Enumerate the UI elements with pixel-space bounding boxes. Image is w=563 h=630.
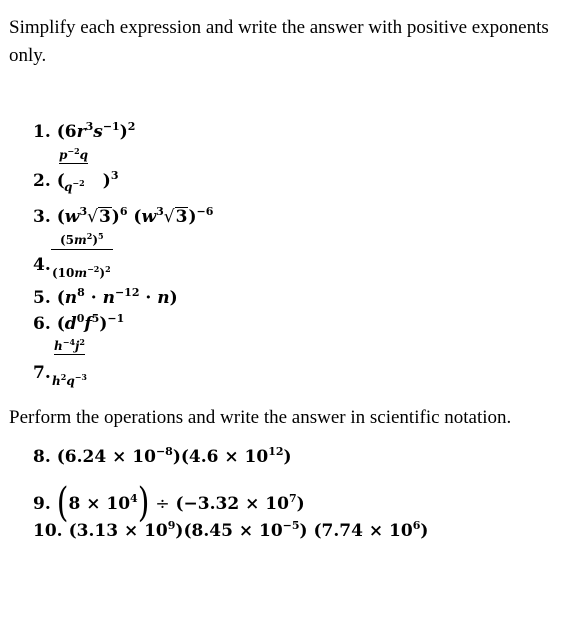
problem-10 (33, 520, 428, 542)
problem-number: 4. (33, 255, 51, 275)
problem-expression: $(w^3√3)^6$ $(w^3√3)^{-6}$ (56, 205, 214, 227)
problem-6 (33, 313, 124, 335)
problem-3 (33, 206, 213, 228)
problem-expression: $(3.13 \times 10^9)(8.45 \times 10^{-5})$ $(7.74 \times 10^6)$ (68, 519, 429, 541)
problem-expression: $(6r^3s^{-1})^2$ (56, 120, 136, 142)
problem-number: 3. (33, 207, 51, 227)
problem-number: 8. (33, 447, 51, 467)
exponents-instructions: Simplify each expression and write the answer with positive exponents only. (9, 17, 549, 66)
problem-number: 1. (33, 122, 51, 142)
problem-4-numerator: $(5m^2)^5$ (60, 231, 104, 247)
problem-number: 2. (33, 171, 51, 191)
problem-9 (33, 479, 305, 527)
problem-2-denominator: $q^{-2}$ (64, 178, 85, 194)
problem-4-fraction-bar (51, 249, 113, 250)
problem-5 (33, 287, 178, 309)
problem-expression: $(8 \times 10^4) \div (-3.32 \times 10^7)$ (56, 479, 305, 527)
problem-expression: $(d^0f^5)^{-1}$ (56, 312, 125, 334)
problem-8 (33, 446, 292, 468)
problem-7-denominator: $h^2q^{-3}$ (52, 372, 87, 388)
problem-number: 10. (33, 521, 63, 541)
problem-number: 5. (33, 288, 51, 308)
scientific-instructions: Perform the operations and write the answer in scientific notation. (9, 407, 512, 428)
problem-7-numerator: $h^{-4}j^2$ (54, 337, 85, 353)
problem-expression: $(6.24 \times 10^{-8})(4.6 \times 10^{12})$ (56, 445, 292, 467)
problem-expression: $(n^8 \cdot n^{-12} \cdot n)$ (56, 286, 178, 308)
problem-number: 7. (33, 363, 51, 383)
problem-2-numerator: $p^{-2}q$ (59, 146, 89, 162)
problem-4-denominator: $(10m^{-2})^2$ (52, 264, 111, 280)
problem-number: 9. (33, 494, 51, 514)
problem-1 (33, 121, 135, 143)
problem-number: 6. (33, 314, 51, 334)
problem-expression: ( )$^3$ (56, 169, 119, 191)
